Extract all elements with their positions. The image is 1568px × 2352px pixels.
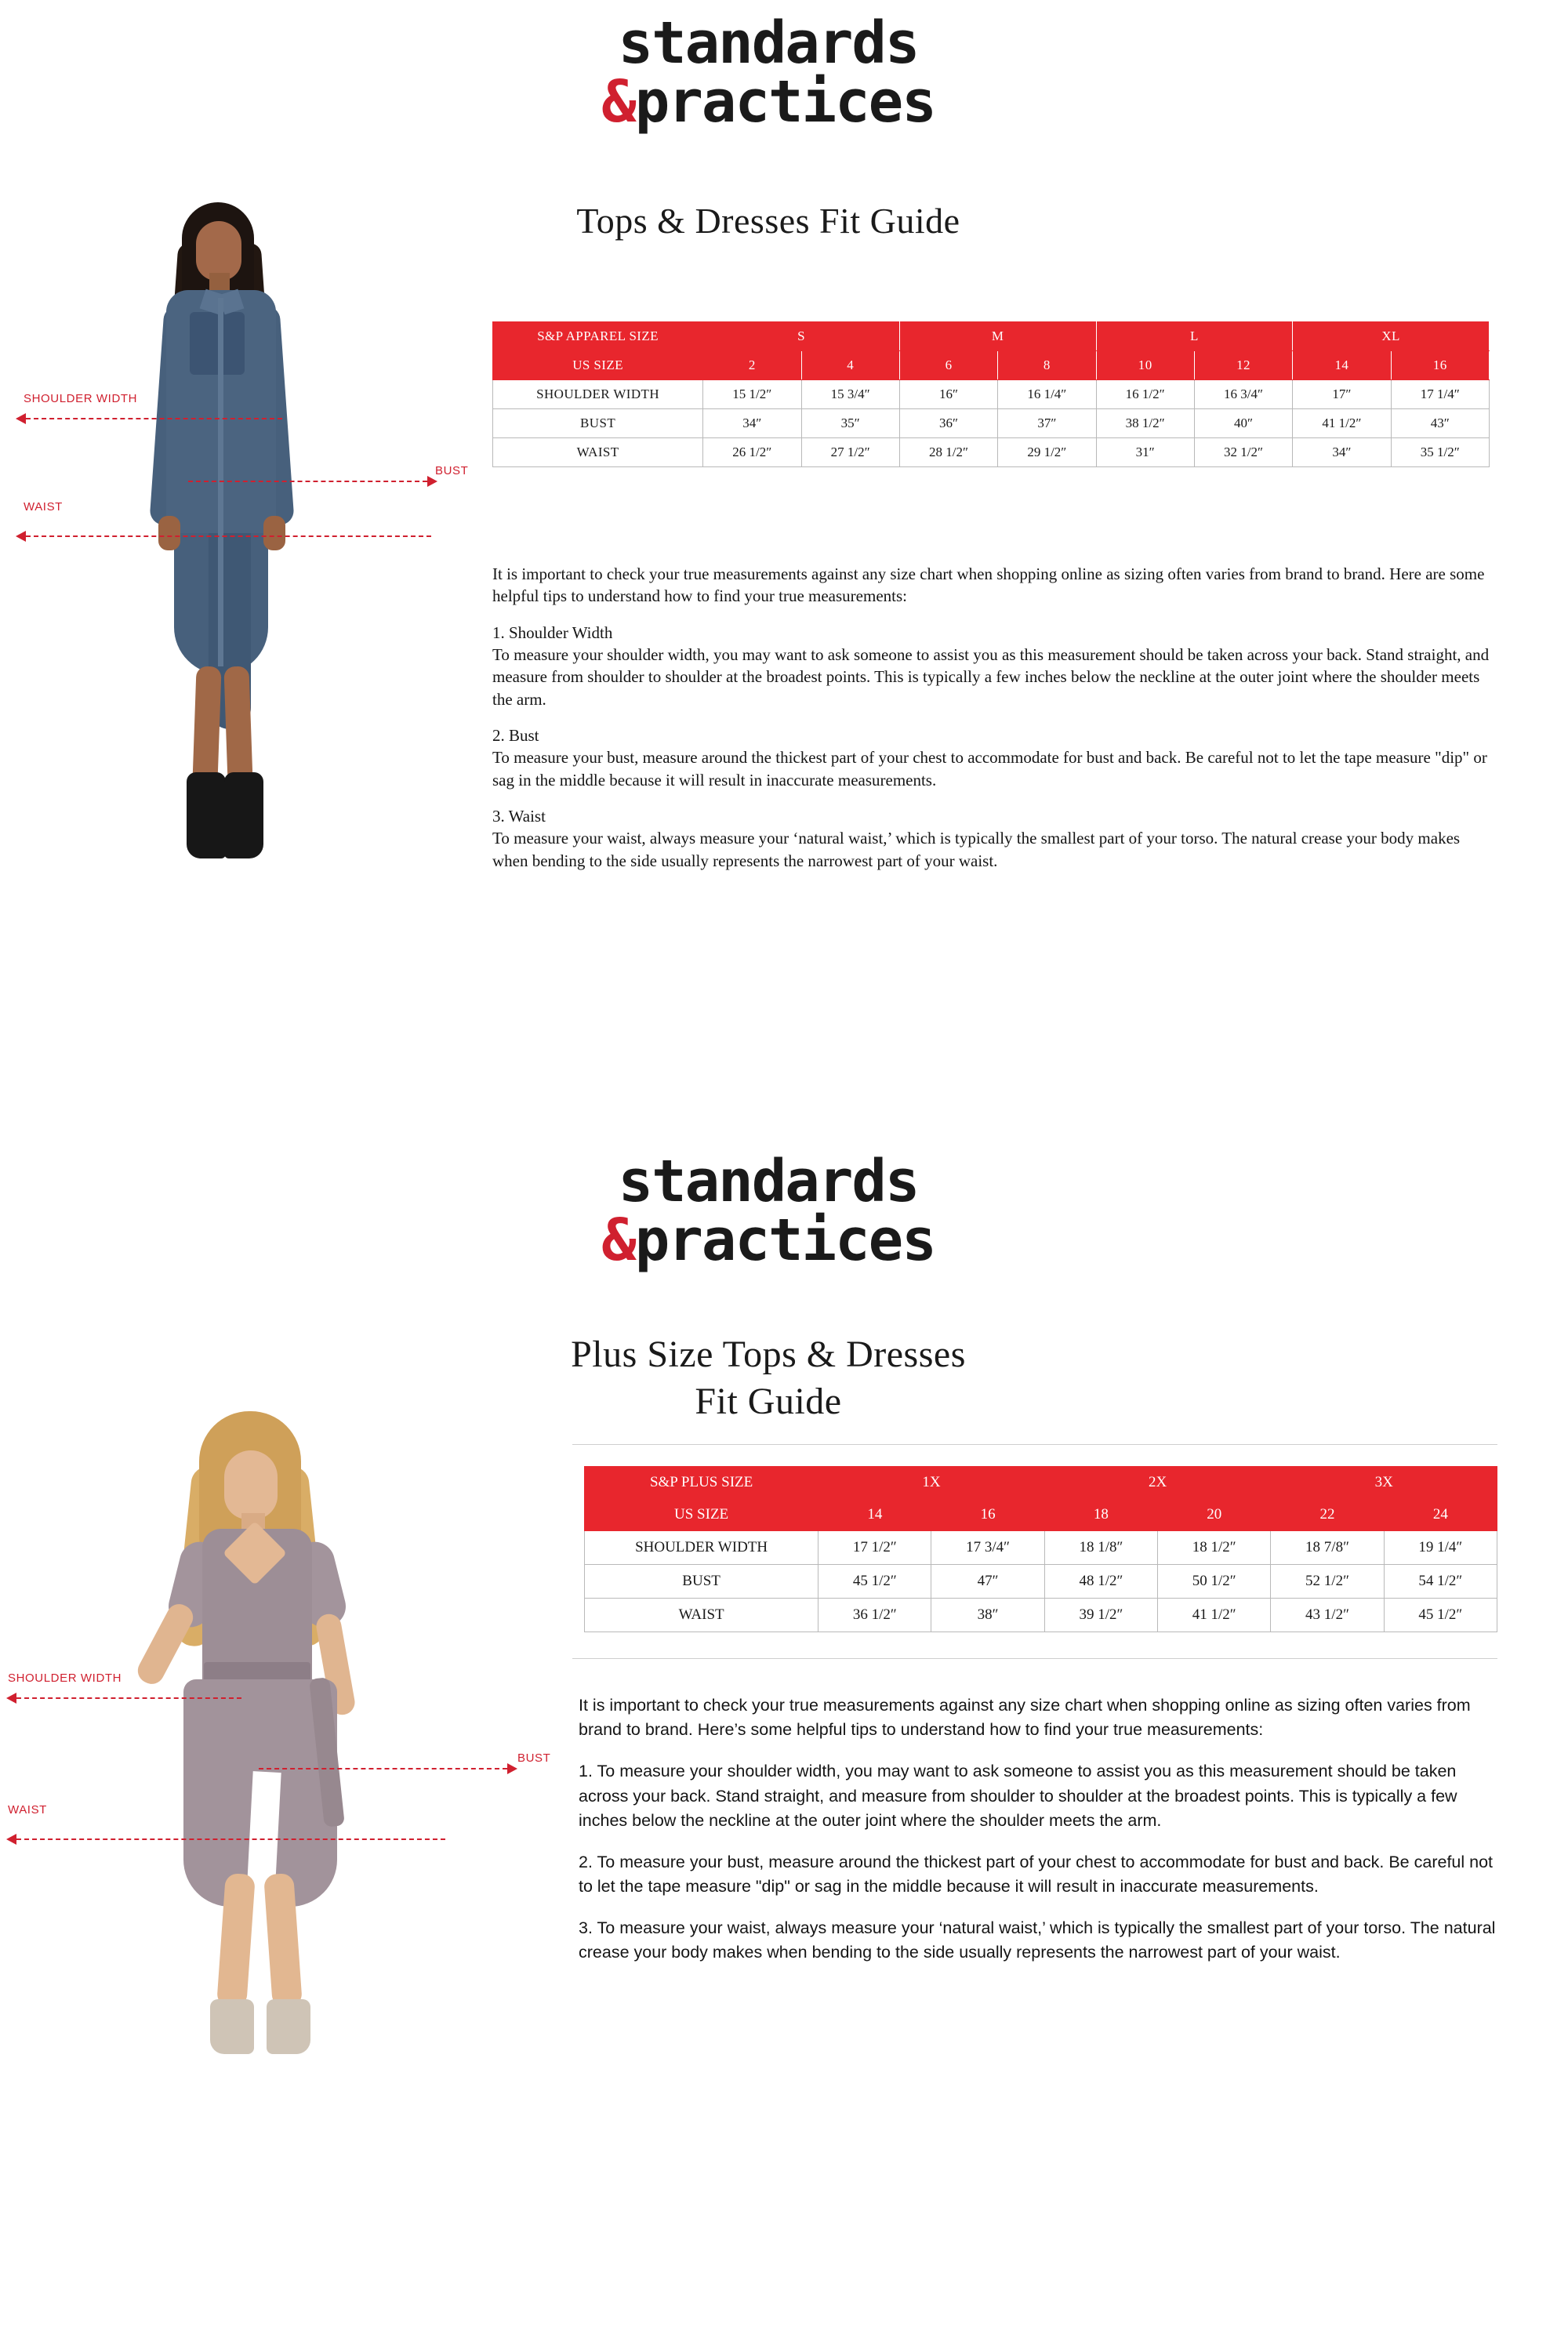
row-label-waist: WAIST — [585, 1599, 818, 1632]
fit-guide-section-standard — [0, 0, 1568, 1145]
brand-logo-line2 — [486, 1207, 1051, 1274]
cell-bust-1: 47″ — [931, 1565, 1044, 1599]
model-leg-left — [192, 666, 221, 784]
fit-guide-section-plus — [0, 1145, 1568, 2352]
callout-waist-arrow-plus — [6, 1838, 445, 1840]
model-hand-left — [158, 516, 180, 550]
us-size-5: 24 — [1384, 1499, 1497, 1531]
callout-bust-arrow — [188, 481, 437, 482]
cell-bust-5: 54 1/2″ — [1384, 1565, 1497, 1599]
page-title-plus-line1: Plus Size Tops & Dresses — [571, 1334, 966, 1375]
table-row — [585, 1565, 1497, 1599]
plus-paragraph-intro: It is important to check your true measurements against any size chart when shopping online as sizing often varies from brand to brand. Here’s some helpful tips to understand how to find your true measurements: — [579, 1696, 1471, 1740]
table-row-us-sizes — [585, 1499, 1497, 1531]
tip-2-heading: 2. Bust — [492, 726, 539, 746]
cell-shoulder-1: 17 3/4″ — [931, 1531, 1044, 1565]
model-hand-right — [263, 516, 285, 550]
dashed-line — [26, 535, 431, 537]
cell-shoulder-4: 16 1/2″ — [1096, 380, 1194, 409]
cell-waist-1: 27 1/2″ — [801, 438, 899, 467]
cell-shoulder-0: 17 1/2″ — [818, 1531, 931, 1565]
cell-bust-4: 52 1/2″ — [1271, 1565, 1384, 1599]
tip-1-heading: 1. Shoulder Width — [492, 622, 613, 642]
dashed-line — [16, 1838, 445, 1840]
tip-2-body: To measure your bust, measure around the thickest part of your chest to accommodate for bust and back. Be careful not to let the tape measure "dip" or sag in the middle because it will result in inaccurate measurements. — [492, 748, 1487, 789]
measurement-instructions-standard — [492, 563, 1494, 886]
table-header-us-size: US SIZE — [493, 351, 703, 380]
size-group-m: M — [899, 322, 1096, 351]
denim-dress-lace-panel — [190, 312, 245, 375]
us-size-7: 16 — [1391, 351, 1489, 380]
callout-waist-label: WAIST — [24, 500, 63, 514]
arrow-head-right-icon — [427, 476, 437, 487]
cell-waist-3: 29 1/2″ — [998, 438, 1096, 467]
cell-waist-6: 34″ — [1293, 438, 1391, 467]
brand-logo — [486, 9, 1051, 136]
model-boot-right — [224, 772, 263, 858]
cell-waist-2: 28 1/2″ — [899, 438, 997, 467]
size-group-1x: 1X — [818, 1467, 1045, 1499]
size-group-2x: 2X — [1044, 1467, 1271, 1499]
us-size-4: 10 — [1096, 351, 1194, 380]
us-size-3: 20 — [1158, 1499, 1271, 1531]
us-size-1: 16 — [931, 1499, 1044, 1531]
table-row-us-sizes — [493, 351, 1490, 380]
table-row-size-groups — [585, 1467, 1497, 1499]
brand-logo-line2 — [486, 68, 1051, 136]
callout-shoulder-width-label-plus: SHOULDER WIDTH — [8, 1671, 122, 1685]
us-size-4: 22 — [1271, 1499, 1384, 1531]
arrow-head-left-icon — [16, 531, 26, 542]
brand-logo-word2: practices — [634, 68, 935, 136]
table-header-apparel-size: S&P APPAREL SIZE — [493, 322, 703, 351]
cell-waist-7: 35 1/2″ — [1391, 438, 1489, 467]
cell-shoulder-3: 16 1/4″ — [998, 380, 1096, 409]
cell-waist-0: 36 1/2″ — [818, 1599, 931, 1632]
model-photo-plus — [118, 1403, 400, 2336]
callout-shoulder-width-arrow — [16, 418, 282, 419]
cell-bust-3: 50 1/2″ — [1158, 1565, 1271, 1599]
cell-shoulder-2: 16″ — [899, 380, 997, 409]
cell-waist-0: 26 1/2″ — [703, 438, 801, 467]
cell-bust-4: 38 1/2″ — [1096, 409, 1194, 438]
dashed-line — [16, 1697, 241, 1699]
row-label-bust: BUST — [493, 409, 703, 438]
arrow-head-right-icon — [507, 1763, 517, 1774]
cell-waist-4: 31″ — [1096, 438, 1194, 467]
measurement-instructions-plus — [579, 1693, 1504, 1983]
plus-paragraph-1: 1. To measure your shoulder width, you may want to ask someone to assist you as this measurement should be taken across your back. Stand straight, and measure from shoulder to shoulder at the broadest points. This is typically a few inches below the neckline at the outer joint where the shoulder meets the arm. — [579, 1762, 1457, 1830]
intro-paragraph: It is important to check your true measurements against any size chart when shopping online as sizing often varies from brand to brand. Here are some helpful tips to understand how to find your true measurements: — [492, 564, 1485, 606]
callout-bust-arrow-plus — [259, 1768, 517, 1769]
us-size-0: 14 — [818, 1499, 931, 1531]
table-header-plus-size: S&P PLUS SIZE — [585, 1467, 818, 1499]
cell-bust-1: 35″ — [801, 409, 899, 438]
size-chart-plus — [584, 1466, 1497, 1632]
cell-bust-2: 36″ — [899, 409, 997, 438]
cell-bust-7: 43″ — [1391, 409, 1489, 438]
denim-dress-button-placket — [218, 298, 223, 666]
brand-logo-word2: practices — [634, 1207, 935, 1274]
dashed-line — [188, 481, 427, 482]
cell-waist-4: 43 1/2″ — [1271, 1599, 1384, 1632]
tip-1-body: To measure your shoulder width, you may want to ask someone to assist you as this measurement should be taken across your back. Stand straight, and measure from shoulder to shoulder at the broadest points. This is typically a few inches below the neckline at the outer joint where the shoulder meets the arm. — [492, 645, 1490, 709]
page-title-plus-line2: Fit Guide — [695, 1381, 842, 1422]
divider-top — [572, 1444, 1497, 1445]
cell-waist-5: 32 1/2″ — [1194, 438, 1292, 467]
callout-bust-label-plus: BUST — [517, 1751, 551, 1765]
cell-shoulder-2: 18 1/8″ — [1044, 1531, 1157, 1565]
row-label-waist: WAIST — [493, 438, 703, 467]
size-group-s: S — [703, 322, 900, 351]
cell-shoulder-0: 15 1/2″ — [703, 380, 801, 409]
model-boot-left — [187, 772, 226, 858]
table-header-us-size: US SIZE — [585, 1499, 818, 1531]
table-row — [493, 380, 1490, 409]
cell-bust-0: 45 1/2″ — [818, 1565, 931, 1599]
callout-waist-arrow — [16, 535, 431, 537]
cell-bust-5: 40″ — [1194, 409, 1292, 438]
model-shoe-right — [267, 1999, 310, 2054]
cell-bust-3: 37″ — [998, 409, 1096, 438]
callout-shoulder-width-arrow-plus — [6, 1697, 241, 1699]
brand-ampersand: & — [601, 68, 635, 136]
brand-ampersand: & — [601, 1207, 635, 1274]
table-row-size-groups — [493, 322, 1490, 351]
size-group-l: L — [1096, 322, 1293, 351]
cell-bust-2: 48 1/2″ — [1044, 1565, 1157, 1599]
brand-logo-plus — [486, 1148, 1051, 1274]
cell-shoulder-5: 16 3/4″ — [1194, 380, 1292, 409]
size-group-3x: 3X — [1271, 1467, 1497, 1499]
size-group-xl: XL — [1293, 322, 1490, 351]
cell-shoulder-5: 19 1/4″ — [1384, 1531, 1497, 1565]
cell-shoulder-1: 15 3/4″ — [801, 380, 899, 409]
cell-shoulder-6: 17″ — [1293, 380, 1391, 409]
callout-bust-label: BUST — [435, 464, 469, 477]
row-label-bust: BUST — [585, 1565, 818, 1599]
table-row — [493, 409, 1490, 438]
cell-bust-0: 34″ — [703, 409, 801, 438]
row-label-shoulder-width: SHOULDER WIDTH — [585, 1531, 818, 1565]
cell-shoulder-4: 18 7/8″ — [1271, 1531, 1384, 1565]
size-chart-standard — [492, 321, 1490, 467]
table-row — [585, 1531, 1497, 1565]
arrow-head-left-icon — [6, 1834, 16, 1845]
model-face — [224, 1450, 278, 1519]
tip-3-body: To measure your waist, always measure your ‘natural waist,’ which is typically the smallest part of your torso. The natural crease your body makes when bending to the side usually represents the narrowest part of your waist. — [492, 829, 1461, 870]
table-row — [585, 1599, 1497, 1632]
tip-3-heading: 3. Waist — [492, 807, 546, 826]
cell-waist-5: 45 1/2″ — [1384, 1599, 1497, 1632]
us-size-6: 14 — [1293, 351, 1391, 380]
cell-waist-2: 39 1/2″ — [1044, 1599, 1157, 1632]
brand-logo-line1: standards — [618, 1148, 919, 1215]
divider-bottom — [572, 1658, 1497, 1659]
cell-waist-3: 41 1/2″ — [1158, 1599, 1271, 1632]
model-leg-right — [223, 666, 252, 784]
model-face — [196, 221, 241, 281]
model-photo-standard — [133, 196, 314, 878]
us-size-0: 2 — [703, 351, 801, 380]
cell-shoulder-3: 18 1/2″ — [1158, 1531, 1271, 1565]
row-label-shoulder-width: SHOULDER WIDTH — [493, 380, 703, 409]
plus-paragraph-3: 3. To measure your waist, always measure your ‘natural waist,’ which is typically the smallest part of your torso. The natural crease your body makes when bending to the side usually represents the narrowest part of your waist. — [579, 1918, 1496, 1962]
model-shoe-left — [210, 1999, 254, 2054]
page-title-standard: Tops & Dresses Fit Guide — [576, 201, 960, 241]
dashed-line — [26, 418, 282, 419]
cell-bust-6: 41 1/2″ — [1293, 409, 1391, 438]
plus-paragraph-2: 2. To measure your bust, measure around the thickest part of your chest to accommodate for bust and back. Be careful not to let the tape measure "dip" or sag in the middle because it will result in inaccurate measurements. — [579, 1852, 1494, 1896]
callout-shoulder-width-label: SHOULDER WIDTH — [24, 392, 138, 405]
us-size-2: 6 — [899, 351, 997, 380]
callout-waist-label-plus: WAIST — [8, 1803, 47, 1817]
dashed-line — [259, 1768, 507, 1769]
arrow-head-left-icon — [16, 413, 26, 424]
us-size-1: 4 — [801, 351, 899, 380]
brand-logo-line1: standards — [618, 9, 919, 77]
us-size-2: 18 — [1044, 1499, 1157, 1531]
table-row — [493, 438, 1490, 467]
us-size-5: 12 — [1194, 351, 1292, 380]
cell-shoulder-7: 17 1/4″ — [1391, 380, 1489, 409]
cell-waist-1: 38″ — [931, 1599, 1044, 1632]
us-size-3: 8 — [998, 351, 1096, 380]
arrow-head-left-icon — [6, 1693, 16, 1704]
